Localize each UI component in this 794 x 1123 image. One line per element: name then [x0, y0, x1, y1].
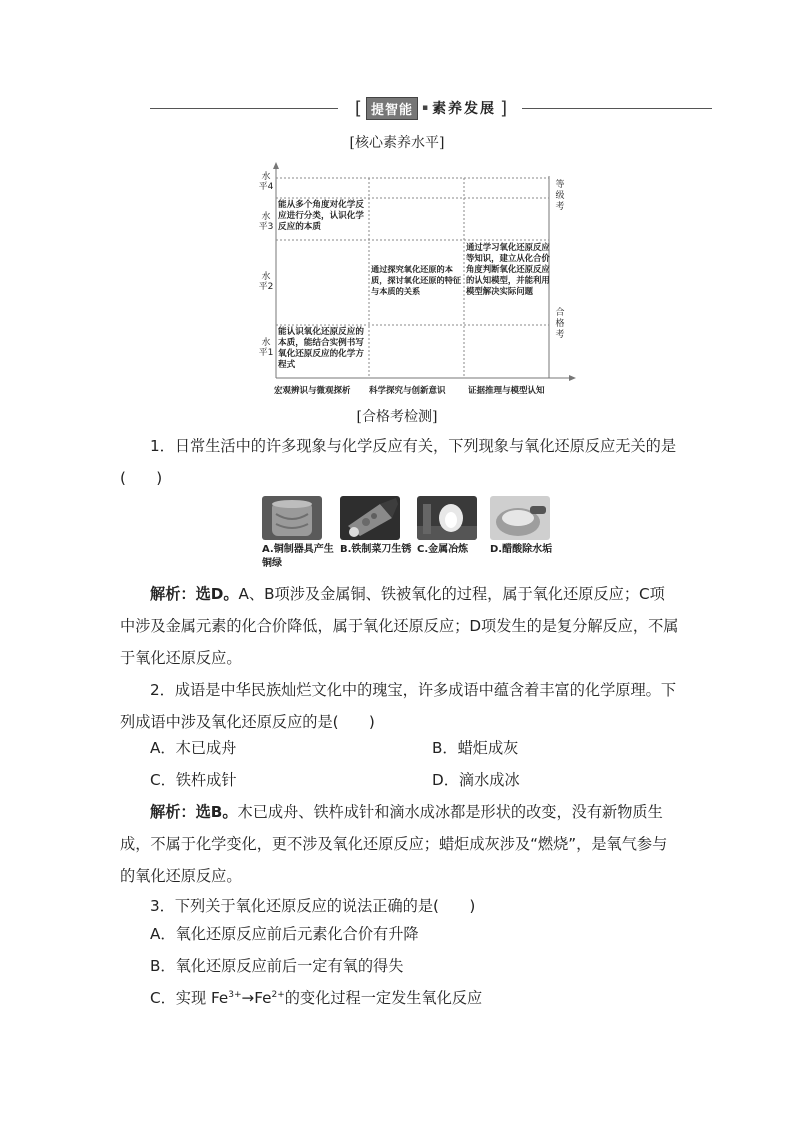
- copper-vessel-photo: [262, 496, 322, 540]
- q3-option-c-mid: →Fe: [241, 989, 272, 1007]
- literacy-level-chart: [258, 162, 576, 400]
- q1-stem: 1．日常生活中的许多现象与化学反应有关，下列现象与氧化还原反应无关的是( ): [120, 437, 677, 487]
- rusty-knife-photo: [340, 496, 400, 540]
- section-title-pass-exam: [合格考检测]: [356, 409, 438, 425]
- q1-analysis: [120, 578, 680, 674]
- q3-option-c-sup1: 3+: [228, 989, 242, 1000]
- q1-option-c-caption: C.金属冶炼: [417, 544, 469, 555]
- q1-option-a-caption: A.铜制器具产生铜绿: [262, 544, 334, 569]
- y-label-level2: 水平2: [258, 272, 274, 292]
- cell-macro-level4: 能从多个角度对化学反应进行分类，认识化学反应的本质: [278, 200, 364, 232]
- q3-option-c-prefix: C．实现 Fe: [150, 989, 229, 1007]
- x-label-macro: 宏观辨识与微观探析: [274, 386, 351, 396]
- y-label-level3: 水平3: [258, 212, 274, 232]
- banner-title: 素养发展: [432, 101, 497, 117]
- cell-evidence-level2: 通过学习氧化还原反应等知识，建立从化合价角度判断氧化还原反应的认知模型，并能利用模型解决实际问题: [466, 242, 550, 296]
- q2-option-a: A．木已成舟: [150, 739, 237, 757]
- right-label-grade-exam: 等级考: [555, 180, 565, 212]
- section-title-core-literacy: [核心素养水平]: [349, 135, 445, 151]
- q3-option-b: B．氧化还原反应前后一定有氧的得失: [150, 957, 404, 975]
- q1-image-options: [262, 496, 562, 576]
- banner-tag: 提智能: [366, 97, 418, 120]
- y-label-level1: 水平1: [258, 338, 274, 358]
- q2-analysis-lead: 解析：选B。: [150, 803, 238, 821]
- q3-option-c: [150, 987, 482, 1008]
- right-label-pass-exam: 合格考: [555, 308, 565, 340]
- metal-smelting-photo: [417, 496, 477, 540]
- x-label-evidence: 证据推理与模型认知: [468, 386, 545, 396]
- q1-option-b-caption: B.铁制菜刀生锈: [340, 544, 412, 555]
- q2-stem: 2．成语是中华民族灿烂文化中的瑰宝，许多成语中蕴含着丰富的化学原理。下列成语中涉及氧化还原反应的是( ): [120, 681, 677, 731]
- q2-analysis: [120, 796, 680, 892]
- q3-option-a: A．氧化还原反应前后元素化合价有升降: [150, 925, 419, 943]
- x-axis-arrow: [569, 375, 576, 381]
- q3-stem: 3．下列关于氧化还原反应的说法正确的是( ): [150, 897, 476, 915]
- banner-rule-left: [150, 108, 338, 109]
- banner-box: [342, 96, 520, 120]
- kettle-descaling-photo: [490, 496, 550, 540]
- banner-dot: ▪: [421, 103, 429, 113]
- q3-option-c-suffix: 的变化过程一定发生氧化反应: [284, 989, 483, 1007]
- q1-option-d-caption: D.醋酸除水垢: [490, 544, 553, 555]
- banner-right-bracket: ]: [500, 97, 508, 119]
- x-label-science: 科学探究与创新意识: [369, 386, 446, 396]
- q1-analysis-text: A、B项涉及金属铜、铁被氧化的过程，属于氧化还原反应；C项中涉及金属元素的化合价降低，属于氧化还原反应；D项发生的是复分解反应，不属于氧化还原反应。: [120, 585, 679, 667]
- q2-option-b: B．蜡炬成灰: [432, 739, 519, 757]
- q1-analysis-lead: 解析：选D。: [150, 585, 239, 603]
- cell-macro-level1: 能认识氧化还原反应的本质，能结合实例书写氧化还原反应的化学方程式: [278, 327, 364, 370]
- q3-option-c-sup2: 2+: [271, 989, 285, 1000]
- section-banner: [150, 96, 712, 122]
- q2-option-d: D．滴水成冰: [432, 771, 520, 789]
- cell-science-level2: 通过探究氧化还原的本质，探讨氧化还原的特征与本质的关系: [371, 264, 462, 296]
- q2-analysis-text: 木已成舟、铁杵成针和滴水成冰都是形状的改变，没有新物质生成，不属于化学变化，更不涉及氧化还原反应；蜡炬成灰涉及“燃烧”，是氧气参与的氧化还原反应。: [120, 803, 668, 885]
- y-label-level4: 水平4: [258, 172, 274, 192]
- q2-option-c: C．铁杵成针: [150, 771, 237, 789]
- banner-rule-right: [522, 108, 712, 109]
- banner-left-bracket: [: [354, 97, 362, 119]
- y-axis-arrow: [273, 162, 279, 169]
